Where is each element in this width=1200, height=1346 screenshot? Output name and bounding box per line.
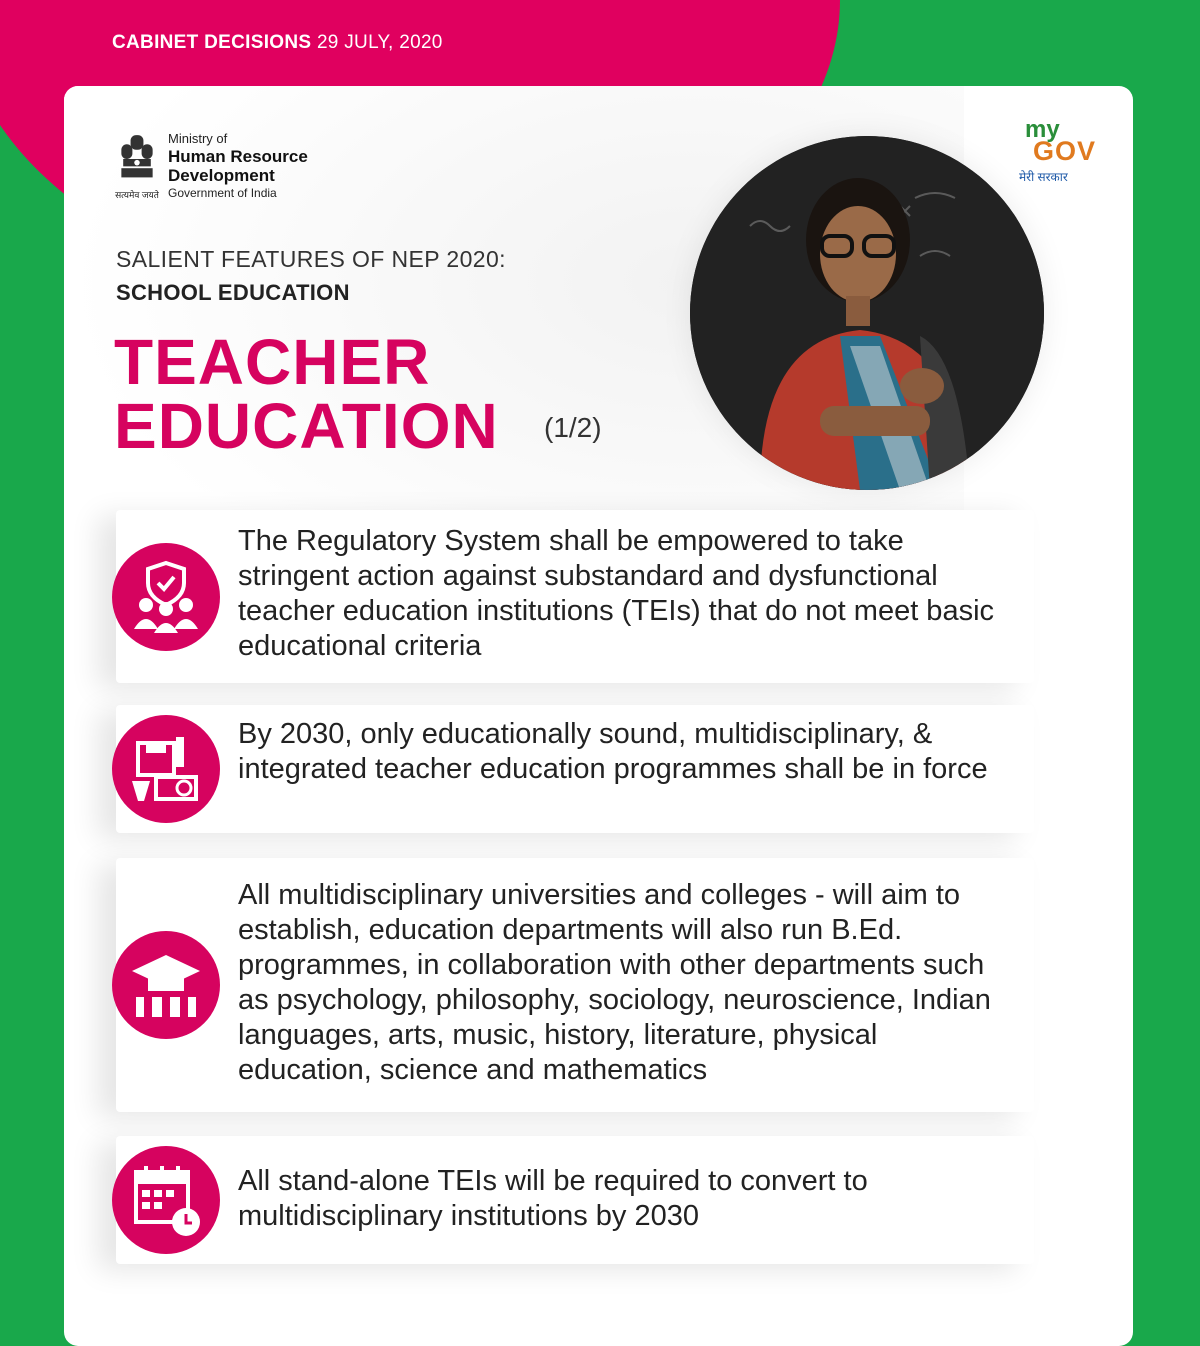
feature-card-2 [116,705,1034,833]
page-title-line2: EDUCATION [114,390,499,462]
motto-text: सत्यमेव जयते [115,190,159,200]
ministry-logo [114,130,308,202]
ministry-line3: Development [168,166,275,185]
shield-people-icon [112,543,220,651]
header-date: 29 JULY, 2020 [316,32,443,53]
calendar-clock-icon [112,1146,220,1254]
calendar-clock-icon-svg [112,1146,220,1254]
feature-text-1: The Regulatory System shall be empowered to take stringent action against substandard and dysfunctional teacher education institutions (TEIs) that do not meet basic educational criteria [238,525,995,662]
feature-card-3 [116,858,1034,1112]
teacher-photo [690,136,1044,490]
header-strip [112,32,443,54]
feature-text-4: All stand-alone TEIs will be required to convert to multidisciplinary institutions by 2030 [238,1165,868,1232]
stationery-icon-svg [112,715,220,823]
mygov-gov: GOV [1033,136,1097,166]
ministry-line4: Government of India [168,186,277,200]
feature-card-1 [116,510,1034,683]
graduation-building-icon-svg [112,931,220,1039]
feature-text-2: By 2030, only educationally sound, multidisciplinary, & integrated teacher education programmes shall be in force [238,718,988,785]
shield-people-icon-svg [112,543,220,651]
mygov-tagline: मेरी सरकार [1019,170,1068,184]
emblem-block [114,130,160,201]
feature-text-3: All multidisciplinary universities and colleges - will aim to establish, education departments will also run B.Ed. programmes, in collaboration with other departments such as psychology, philosophy, sociology, neuroscience, Indian languages, arts, music, history, literature, physical education, science and mathematics [238,879,991,1086]
ministry-line2: Human Resource [168,147,308,166]
mygov-my: my [1025,116,1060,143]
national-emblem-icon [114,130,160,188]
teacher-illustration [690,136,1044,490]
feature-card-4 [116,1136,1034,1264]
ministry-text [168,130,308,202]
header-label: CABINET DECISIONS [112,32,312,53]
subtitle: SALIENT FEATURES OF NEP 2020: [116,246,506,272]
subtitle-bold: SCHOOL EDUCATION [116,280,350,305]
mygov-logo [1017,116,1107,186]
stationery-icon [112,715,220,823]
ministry-line1: Ministry of [168,131,228,146]
graduation-building-icon [112,931,220,1039]
page-title-line1: TEACHER [114,326,431,398]
part-indicator: (1/2) [544,412,602,443]
